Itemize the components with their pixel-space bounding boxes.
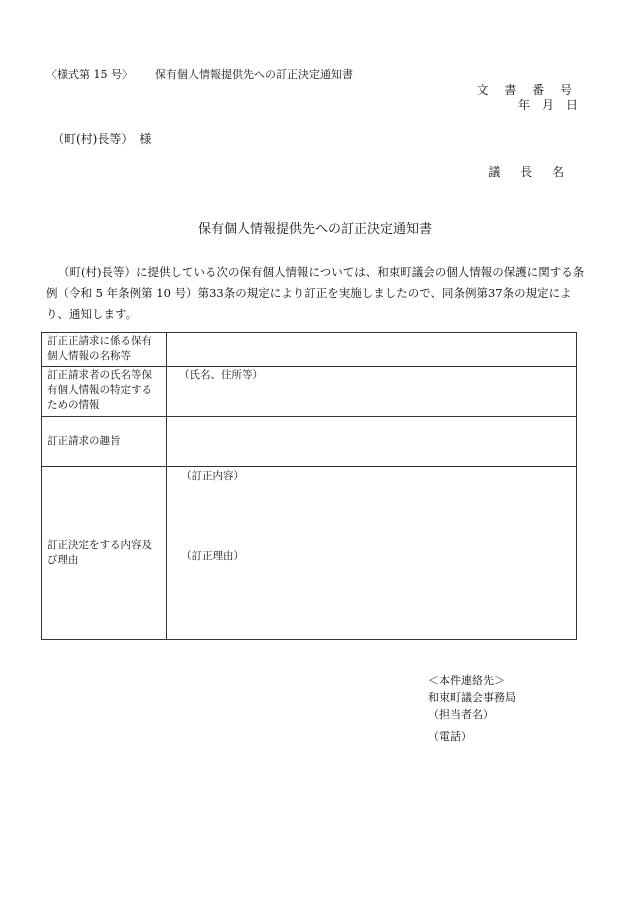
addressee-honorific: 様 [139, 132, 152, 146]
document-number-label: 文 書 番 号 [476, 83, 578, 97]
correction-reason-label: （訂正理由） [181, 550, 244, 562]
document-title: 保有個人情報提供先への訂正決定通知書 [197, 222, 432, 237]
contact-heading: ＜本件連絡先＞ [428, 674, 505, 687]
body-paragraph: （町(村)長等）に提供している次の保有個人情報については、和束町議会の個人情報の保護に関する条例（令和 5 年条例第 10 号）第33条の規定により訂正を実施しましたので、同条例第37条の規定により、通知します。 [46, 265, 585, 321]
row-label-info-name: 訂正正請求に係る保有個人情報の名称等 [42, 333, 167, 367]
sender-name: 議 長 名 [488, 165, 572, 179]
table-row [42, 417, 577, 467]
date-line [506, 96, 578, 113]
row-label-requester: 訂正請求者の氏名等保有個人情報の特定するための情報 [42, 367, 167, 417]
date-month: 月 [541, 98, 554, 112]
table-row [42, 333, 577, 367]
contact-person: （担当者名） [428, 708, 494, 721]
contact-phone: （電話） [428, 730, 472, 743]
contact-office: 和束町議会事務局 [428, 691, 516, 704]
form-header-title: 保有個人情報提供先への訂正決定通知書 [155, 68, 353, 81]
date-year: 年 [517, 98, 530, 112]
row-value-info-name [167, 333, 577, 367]
correction-content-label: （訂正内容） [181, 470, 244, 482]
table-row [42, 367, 577, 417]
date-day: 日 [565, 98, 578, 112]
addressee [52, 130, 151, 147]
row-value-purpose [167, 417, 577, 467]
table-row [42, 467, 577, 640]
row-label-decision: 訂正決定をする内容及び理由 [42, 467, 167, 640]
row-value-requester: （氏名、住所等） [167, 367, 577, 417]
form-header [46, 66, 353, 82]
addressee-name: （町(村)長等） [52, 132, 134, 146]
row-label-purpose: 訂正請求の趣旨 [42, 417, 167, 467]
form-number: 〈様式第 15 号〉 [46, 68, 133, 81]
row-value-decision [167, 467, 577, 640]
correction-info-table [41, 332, 577, 640]
